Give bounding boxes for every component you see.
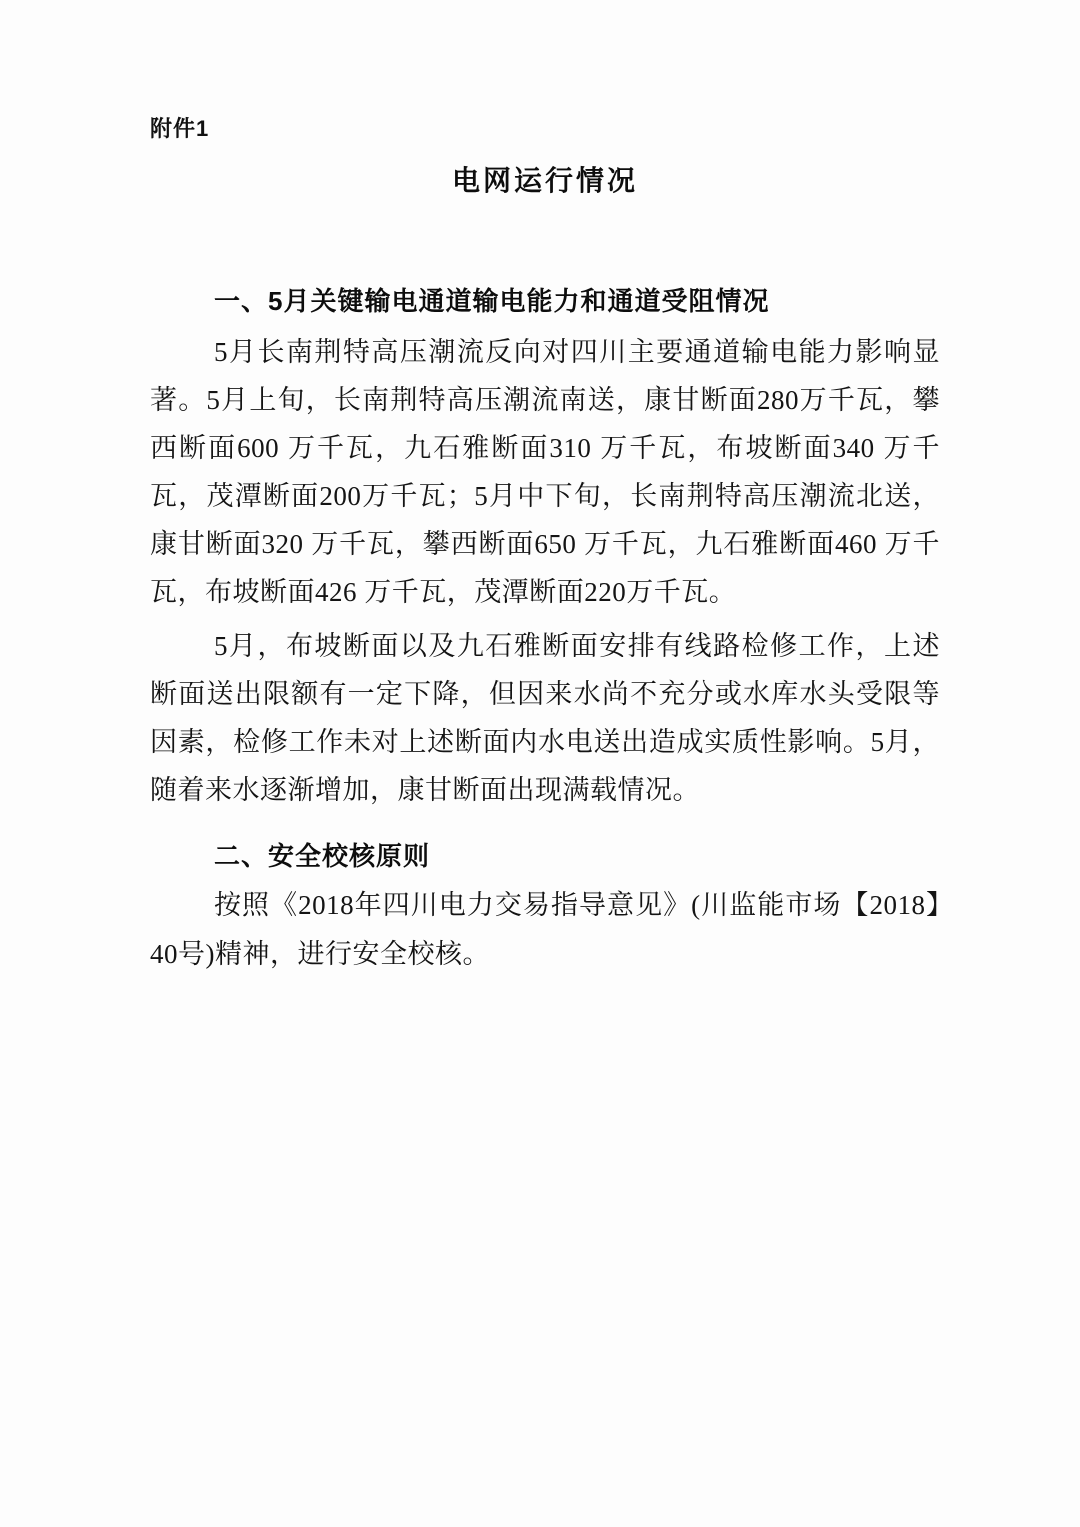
attachment-label: 附件1 (150, 116, 210, 141)
section-one-paragraph-1: 5月长南荆特高压潮流反向对四川主要通道输电能力影响显著。5月上旬，长南荆特高压潮流南送，康甘断面280万千瓦，攀西断面600 万千瓦，九石雅断面310 万千瓦，布坡断面340 万千瓦，茂潭断面200万千瓦；5月中下旬，长南荆特高压潮流北送，康甘断面320 万千瓦，攀西断面650 万千瓦，九石雅断面460 万千瓦，布坡断面426 万千瓦，茂潭断面220万千瓦。 (150, 337, 940, 608)
section-one (150, 281, 940, 814)
section-two-paragraph-1: 按照《2018年四川电力交易指导意见》(川监能市场【2018】40号)精神，进行安全校核。 (150, 890, 940, 969)
page-title: 电网运行情况 (451, 165, 638, 196)
section-one-heading: 一、5月关键输电通道输电能力和通道受阻情况 (214, 286, 770, 316)
section-two (150, 836, 940, 977)
document-content (150, 112, 940, 984)
section-one-paragraph-2: 5月，布坡断面以及九石雅断面安排有线路检修工作，上述断面送出限额有一定下降，但因来水尚不充分或水库水头受限等因素，检修工作未对上述断面内水电送出造成实质性影响。5月，随着来水逐渐增加，康甘断面出现满载情况。 (150, 631, 940, 806)
section-two-heading: 二、安全校核原则 (214, 841, 431, 872)
